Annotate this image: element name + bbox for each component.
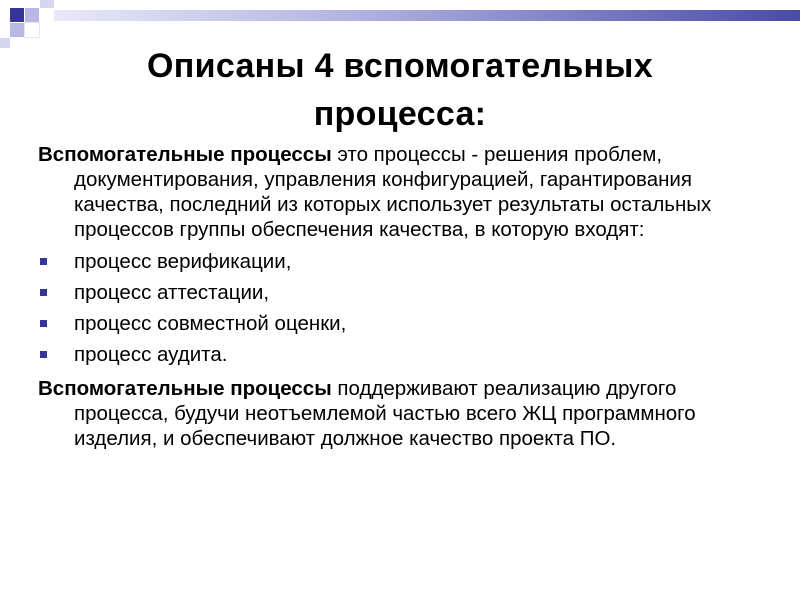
paragraph-2-term: Вспомогательные процессы	[38, 377, 332, 400]
decor-square	[0, 38, 10, 48]
square-bullet-icon	[40, 351, 47, 358]
slide-body	[38, 142, 768, 451]
list-item-label: процесс аудита.	[74, 343, 228, 366]
list-item	[38, 279, 768, 310]
square-bullet-icon	[40, 289, 47, 296]
square-bullet-icon	[40, 320, 47, 327]
paragraph-2-text: поддерживают реализацию другого процесса, будучи неотъемлемой частью всего ЖЦ программного изделия, и обеспечивают должное качество проекта ПО.	[74, 377, 696, 450]
decor-square	[10, 23, 24, 37]
list-item	[38, 310, 768, 341]
slide-title	[40, 42, 760, 138]
title-line-2: процесса:	[313, 95, 487, 133]
decor-square	[25, 23, 39, 37]
header-gradient-bar	[54, 10, 800, 21]
list-item-label: процесс совместной оценки,	[74, 312, 347, 335]
list-item-label: процесс аттестации,	[74, 281, 270, 304]
paragraph-1-text: это процессы - решения проблем, документирования, управления конфигурацией, гарантирования качества, последний из которых использует результаты остальных процессов группы обеспечения качества, в которую входят:	[74, 143, 712, 241]
paragraph-2	[38, 376, 768, 451]
paragraph-1	[38, 142, 768, 242]
list-item-label: процесс верификации,	[74, 250, 292, 273]
process-list	[38, 248, 768, 372]
list-item	[38, 248, 768, 279]
decor-square	[10, 8, 24, 22]
decor-square	[40, 0, 54, 8]
square-bullet-icon	[40, 258, 47, 265]
decor-square	[25, 8, 39, 22]
title-line-1: Описаны 4 вспомогательных	[147, 47, 653, 85]
paragraph-1-term: Вспомогательные процессы	[38, 143, 332, 166]
list-item	[38, 341, 768, 372]
